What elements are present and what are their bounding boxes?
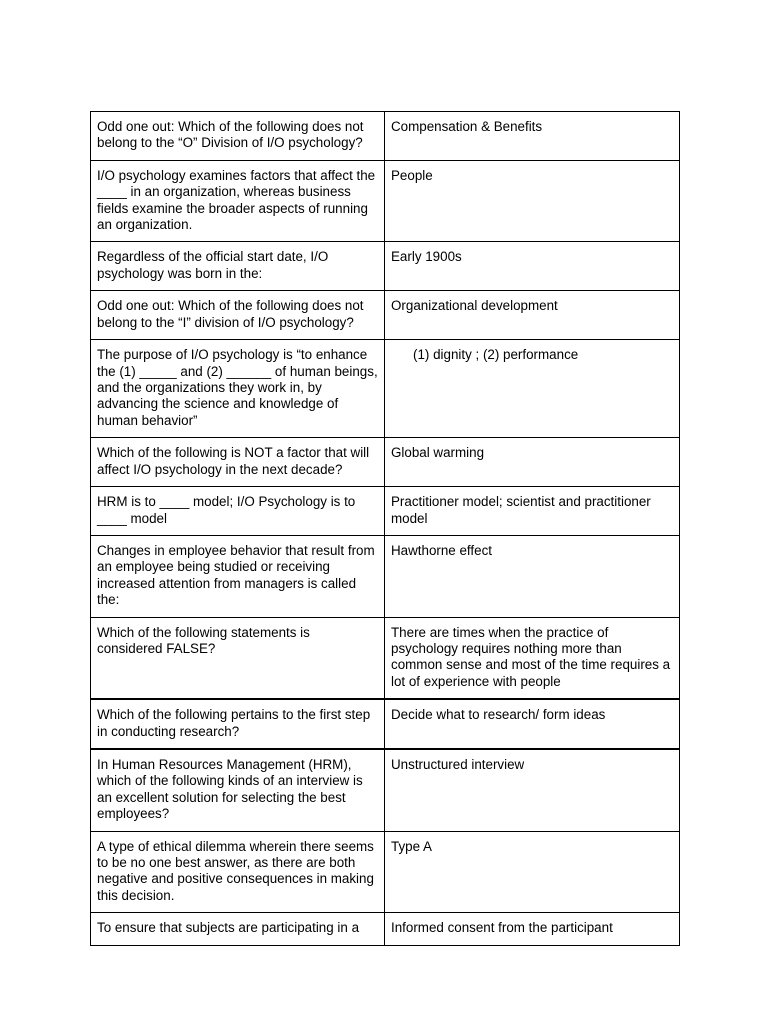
answer-cell: Global warming [385, 438, 680, 487]
table-row [91, 160, 680, 242]
answer-cell: Hawthorne effect [385, 535, 680, 617]
table-row [91, 487, 680, 536]
table-row [91, 291, 680, 340]
answer-cell: Organizational development [385, 291, 680, 340]
question-cell: The purpose of I/O psychology is “to enhance the (1) _____ and (2) ______ of human beings, and the organizations they work in, by advancing the science and knowledge of human behavior” [91, 340, 385, 438]
question-cell: Regardless of the official start date, I/O psychology was born in the: [91, 242, 385, 291]
answer-cell: Practitioner model; scientist and practitioner model [385, 487, 680, 536]
question-cell: I/O psychology examines factors that affect the ____ in an organization, whereas business fields examine the broader aspects of running an organization. [91, 160, 385, 242]
question-cell: Which of the following statements is considered FALSE? [91, 617, 385, 699]
table-row [91, 913, 680, 945]
answer-cell: There are times when the practice of psychology requires nothing more than common sense and most of the time requires a lot of experience with people [385, 617, 680, 699]
table-row [91, 112, 680, 161]
answer-cell: Compensation & Benefits [385, 112, 680, 161]
question-cell: Changes in employee behavior that result from an employee being studied or receiving increased attention from managers is called the: [91, 535, 385, 617]
table-row [91, 617, 680, 699]
question-cell: A type of ethical dilemma wherein there seems to be no one best answer, as there are both negative and positive consequences in making this decision. [91, 831, 385, 913]
answer-cell: Unstructured interview [385, 749, 680, 831]
answer-cell: Decide what to research/ form ideas [385, 699, 680, 749]
table-row [91, 749, 680, 831]
question-cell: In Human Resources Management (HRM), which of the following kinds of an interview is an excellent solution for selecting the best employees? [91, 749, 385, 831]
answer-cell: People [385, 160, 680, 242]
question-cell: Odd one out: Which of the following does not belong to the “O” Division of I/O psychology? [91, 112, 385, 161]
answer-cell: Early 1900s [385, 242, 680, 291]
question-cell: HRM is to ____ model; I/O Psychology is to ____ model [91, 487, 385, 536]
answer-cell: Informed consent from the participant [385, 913, 680, 945]
table-row [91, 535, 680, 617]
answer-cell: Type A [385, 831, 680, 913]
table-row [91, 831, 680, 913]
answer-cell: (1) dignity ; (2) performance [385, 340, 680, 438]
question-cell: Odd one out: Which of the following does not belong to the “I” division of I/O psychology? [91, 291, 385, 340]
question-answer-table [90, 111, 680, 946]
question-cell: Which of the following is NOT a factor that will affect I/O psychology in the next decade? [91, 438, 385, 487]
table-row [91, 699, 680, 749]
table-row [91, 438, 680, 487]
question-cell: Which of the following pertains to the first step in conducting research? [91, 699, 385, 749]
table-row [91, 340, 680, 438]
table-row [91, 242, 680, 291]
question-cell: To ensure that subjects are participating in a [91, 913, 385, 945]
